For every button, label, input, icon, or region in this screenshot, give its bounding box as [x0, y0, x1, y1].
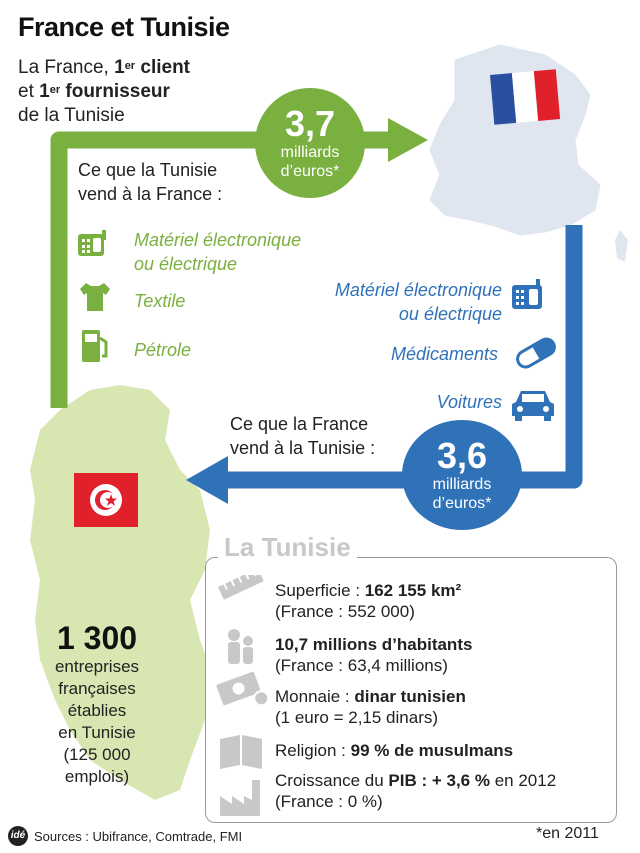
import-heading [230, 412, 375, 460]
subtitle-bold: client [135, 57, 190, 78]
sources-text: Sources : Ubifrance, Comtrade, FMI [34, 829, 243, 844]
stat-note: (France : 63,4 millions) [275, 656, 448, 675]
corsica-map [615, 230, 628, 262]
companies-label: françaises [58, 679, 136, 698]
import-unit-line2: d’euros* [432, 495, 492, 512]
companies-label: établies [67, 701, 127, 720]
stat-value: 10,7 millions d’habitants [275, 635, 473, 654]
companies-count [22, 620, 172, 788]
export-item-label: ou électrique [134, 254, 238, 274]
panel-title: La Tunisie [218, 532, 357, 563]
electronic-device-icon [512, 279, 542, 309]
companies-label: (125 000 [63, 745, 131, 764]
export-value: 3,7 [284, 103, 336, 144]
subtitle-sup: er [49, 84, 61, 96]
import-heading-line: Ce que la France [230, 414, 369, 434]
subtitle-text: La France, [18, 57, 115, 78]
stat-gdp-growth [275, 770, 556, 812]
car-icon [512, 391, 554, 421]
subtitle-rank: 1 [114, 57, 125, 78]
stat-currency [275, 686, 466, 728]
subtitle-sup: er [124, 60, 136, 72]
money-icon [216, 670, 270, 718]
panel-icons [210, 575, 270, 820]
electronic-device-icon [78, 230, 106, 256]
export-item-electronics [134, 228, 301, 276]
import-value: 3,6 [436, 435, 488, 476]
stat-note: (France : 552 000) [275, 602, 415, 621]
import-value-circle [402, 420, 522, 530]
people-icon [228, 629, 253, 664]
pill-capsule-icon [515, 336, 558, 370]
stat-population [275, 634, 472, 676]
export-item-label: Matériel électronique [134, 230, 302, 250]
export-heading-line: vend à la France : [78, 184, 223, 204]
import-unit-line1: milliards [432, 476, 492, 493]
ruler-icon [218, 575, 264, 600]
book-icon [220, 735, 262, 769]
companies-label: entreprises [54, 657, 140, 676]
export-item-textile: Textile [134, 291, 186, 311]
export-unit-line1: milliards [280, 144, 340, 161]
companies-label: emplois) [64, 767, 130, 786]
subtitle-rank: 1 [39, 81, 50, 102]
import-item-label: Matériel électronique [334, 280, 502, 300]
export-heading-line: Ce que la Tunisie [78, 160, 218, 180]
france-flag-icon [490, 69, 560, 125]
tshirt-icon [80, 283, 110, 311]
export-heading [78, 158, 222, 206]
export-arrowhead [388, 118, 428, 162]
import-item-label: ou électrique [398, 304, 502, 324]
page-title: France et Tunisie [18, 12, 230, 42]
footnote: *en 2011 [536, 825, 599, 842]
stat-label: Religion : [275, 741, 351, 760]
tunisia-flag-icon [74, 473, 138, 527]
import-item-electronics [335, 278, 502, 326]
stat-label: Monnaie : [275, 687, 355, 706]
export-value-circle [255, 88, 365, 198]
factory-icon [220, 780, 260, 816]
stat-suffix: en 2012 [489, 771, 557, 790]
publisher-logo: idé [8, 826, 28, 846]
stat-note: (1 euro = 2,15 dinars) [275, 708, 439, 727]
stat-note: (France : 0 %) [275, 792, 383, 811]
stat-value: 99 % de musulmans [350, 741, 514, 760]
import-item-cars: Voitures [436, 392, 502, 412]
import-item-medicines: Médicaments [390, 344, 498, 364]
stat-value: PIB : + 3,6 % [388, 771, 490, 790]
subtitle-text: de la Tunisie [18, 105, 125, 126]
export-unit-line2: d’euros* [280, 163, 340, 180]
stat-label: Superficie : [275, 581, 365, 600]
stat-label: Croissance du [275, 771, 389, 790]
fuel-pump-icon [82, 330, 106, 362]
stat-area [275, 580, 461, 622]
subtitle-text: et [18, 81, 40, 102]
import-heading-line: vend à la Tunisie : [230, 438, 376, 458]
stat-value: dinar tunisien [354, 687, 466, 706]
companies-label: en Tunisie [58, 723, 136, 742]
subtitle-bold: fournisseur [60, 81, 170, 102]
stat-religion [275, 740, 513, 761]
stat-value: 162 155 km² [364, 581, 462, 600]
companies-number: 1 300 [56, 620, 138, 656]
subtitle [18, 56, 190, 128]
export-item-petroleum: Pétrole [134, 340, 192, 360]
